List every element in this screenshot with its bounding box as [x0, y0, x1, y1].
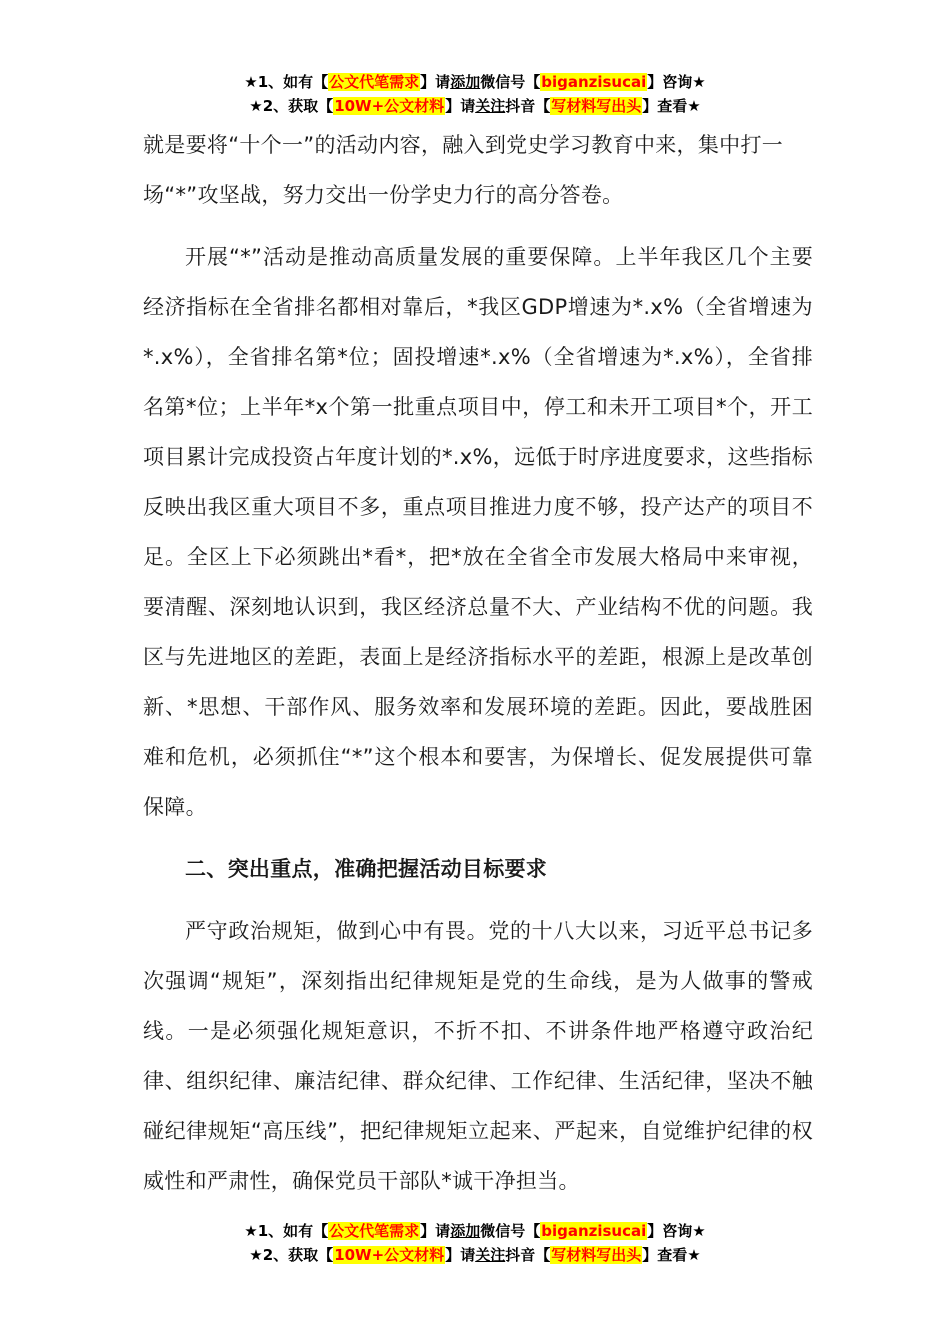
- promo-highlight: 10W+公文材料: [334, 1246, 445, 1264]
- promo-text: 】请: [445, 1246, 476, 1264]
- promo-highlight: biganzisucai: [541, 1222, 647, 1240]
- paragraph-gap: [143, 894, 813, 906]
- paragraph-continuation: 就是要将“十个一”的活动内容，融入到党史学习教育中来，集中打一场“*”攻坚战，努力交出一份学史力行的高分答卷。: [143, 133, 784, 207]
- promo-text: 】查看★: [642, 1246, 701, 1264]
- header-promo: [0, 70, 950, 118]
- paragraph: 开展“*”活动是推动高质量发展的重要保障。上半年我区几个主要经济指标在全省排名都相对靠后，*我区GDP增速为*.x%（全省增速为*.x%），全省排名第*位；固投增速*.x%（全省增速为*.x%），全省排名第*位；上半年*x个第一批重点项目中，停工和未开工项目*个，开工项目累计完成投资占年度计划的*.x%，远低于时序进度要求，这些指标反映出我区重大项目不多，重点项目推进力度不够，投产达产的项目不足。全区上下必须跳出*看*，把*放在全省全市发展大格局中来审视，要清醒、深刻地认识到，我区经济总量不大、产业结构不优的问题。我区与先进地区的差距，表面上是经济指标水平的差距，根源上是改革创新、*思想、干部作风、服务效率和发展环境的差距。因此，要战胜困难和危机，必须抓住“*”这个根本和要害，为保增长、促发展提供可靠保障。: [143, 245, 813, 819]
- promo-text: ★1、如有【: [244, 1222, 329, 1240]
- section-heading: 二、突出重点，准确把握活动目标要求: [185, 857, 548, 881]
- promo-text: 】咨询★: [647, 1222, 706, 1240]
- promo-text: 】请: [445, 97, 476, 115]
- promo-highlight: 写材料写出头: [551, 97, 642, 115]
- promo-line-2: [0, 94, 950, 118]
- paragraph-gap: [143, 220, 813, 232]
- document-body: [143, 120, 813, 1206]
- paragraph-gap: [143, 832, 813, 844]
- promo-highlight: 公文代笔需求: [329, 73, 420, 91]
- promo-underline: 关注: [475, 1246, 506, 1264]
- promo-underline: 关注: [475, 97, 506, 115]
- promo-text: ★2、获取【: [249, 1246, 334, 1264]
- promo-highlight: 公文代笔需求: [329, 1222, 420, 1240]
- promo-text: ★2、获取【: [249, 97, 334, 115]
- promo-text: 抖音【: [505, 97, 551, 115]
- promo-highlight: biganzisucai: [541, 73, 647, 91]
- footer-promo: [0, 1219, 950, 1267]
- promo-text: 】查看★: [642, 97, 701, 115]
- promo-highlight: 10W+公文材料: [334, 97, 445, 115]
- paragraph: 严守政治规矩，做到心中有畏。党的十八大以来，习近平总书记多次强调“规矩”，深刻指出纪律规矩是党的生命线，是为人做事的警戒线。一是必须强化规矩意识，不折不扣、不讲条件地严格遵守政治纪律、组织纪律、廉洁纪律、群众纪律、工作纪律、生活纪律，坚决不触碰纪律规矩“高压线”，把纪律规矩立起来、严起来，自觉维护纪律的权威性和严肃性，确保党员干部队*诚干净担当。: [143, 919, 813, 1193]
- promo-text: 微信号【: [480, 73, 541, 91]
- promo-text: 抖音【: [505, 1246, 551, 1264]
- promo-text: 】请: [420, 1222, 451, 1240]
- promo-text: 】请: [420, 73, 451, 91]
- promo-highlight: 写材料写出头: [551, 1246, 642, 1264]
- promo-line-2: [0, 1243, 950, 1267]
- promo-text: 微信号【: [480, 1222, 541, 1240]
- promo-underline: 添加: [450, 73, 481, 91]
- promo-text: ★1、如有【: [244, 73, 329, 91]
- promo-text: 】咨询★: [647, 73, 706, 91]
- promo-underline: 添加: [450, 1222, 481, 1240]
- promo-line-1: [0, 1219, 950, 1243]
- promo-line-1: [0, 70, 950, 94]
